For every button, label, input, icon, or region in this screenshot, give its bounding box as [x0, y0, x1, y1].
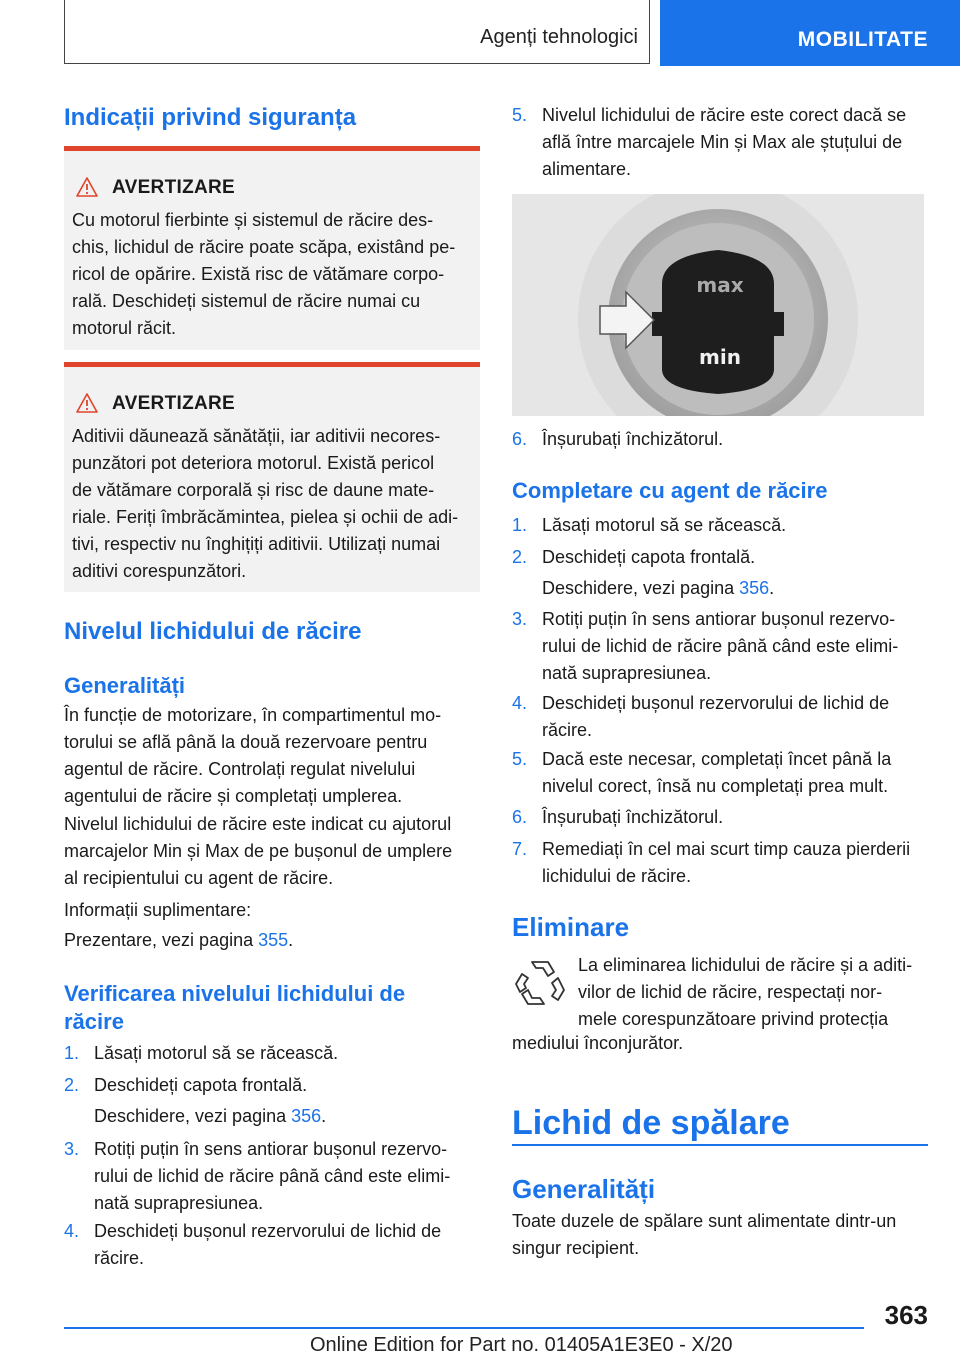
reference-end: . — [321, 1106, 327, 1126]
general-paragraph-2 — [64, 811, 484, 892]
warning-box-2 — [64, 362, 480, 592]
text-line: punzători pot deteriora motorul. Există pericol — [72, 453, 435, 473]
reference-text: Prezentare, vezi pagina — [64, 930, 259, 950]
step-number: 2. — [512, 547, 528, 567]
text-line: Înșurubați închizătorul. — [542, 807, 724, 827]
text-line: al recipientului cu agent de răcire. — [64, 868, 334, 888]
text-line: Cu motorul fierbinte și sistemul de răcire des- — [72, 210, 434, 230]
step-number: 1. — [64, 1043, 80, 1063]
footer-rule — [64, 1327, 864, 1329]
step-number: 5. — [512, 749, 528, 769]
step-number: 5. — [512, 105, 528, 125]
text-line: Remediați în cel mai scurt timp cauza pierderii — [542, 839, 911, 859]
washer-general-subtitle: Generalități — [512, 1174, 656, 1204]
text-line: motorul răcit. — [72, 318, 177, 338]
text-line: Aditivii dăunează sănătății, iar aditivii necores- — [72, 426, 441, 446]
warning-icon — [76, 393, 98, 413]
warning-icon — [76, 177, 98, 197]
warning-title: AVERTIZARE — [112, 393, 235, 414]
general-paragraph-1 — [64, 702, 484, 810]
page-header — [0, 0, 960, 66]
text-line: Lăsați motorul să se răcească. — [542, 515, 787, 535]
max-label: max — [696, 273, 744, 297]
text-line: rală. Deschideți sistemul de răcire numai cu — [72, 291, 421, 311]
text-line: lichidului de răcire. — [542, 866, 692, 886]
step-number: 3. — [512, 609, 528, 629]
text-line: riale. Feriți îmbrăcămintea, pielea și ochii de adi- — [72, 507, 459, 527]
step-number: 4. — [64, 1221, 80, 1241]
title-line: răcire — [64, 1009, 124, 1034]
text-line: mele corespunzătoare privind protecția — [578, 1009, 889, 1029]
reference-end: . — [288, 930, 294, 950]
text-line: ricol de opărire. Există risc de vătămare corpo- — [72, 264, 445, 284]
text-line: Deschideți capota frontală. — [94, 1075, 308, 1095]
text-line: Nivelul lichidului de răcire este corect dacă se — [542, 105, 907, 125]
title-line: Verificarea nivelului lichidului de — [64, 981, 406, 1006]
step-number: 2. — [64, 1075, 80, 1095]
step-number: 6. — [512, 807, 528, 827]
text-line: alimentare. — [542, 159, 632, 179]
text-line: nată suprapresiunea. — [542, 663, 712, 683]
text-line: Deschideți bușonul rezervorului de lichid de — [542, 693, 890, 713]
header-tab — [660, 0, 960, 66]
text-line: nivelul corect, însă nu completați prea mult. — [542, 776, 889, 796]
text-line: torului se află până la două rezervoare pentru — [64, 732, 428, 752]
text-line: află între marcajele Min și Max ale ștuțului de — [542, 132, 903, 152]
footer-edition: Online Edition for Part no. 01405A1E3E0 - X/20 — [310, 1334, 733, 1356]
warning-text — [72, 423, 476, 585]
text-line: Deschideți bușonul rezervorului de lichid de — [94, 1221, 442, 1241]
header-section-title: Agenți tehnologici — [480, 26, 638, 48]
text-line: marcajelor Min și Max de pe bușonul de umplere — [64, 841, 453, 861]
coolant-cap-figure — [512, 194, 924, 416]
text-line: vilor de lichid de răcire, respectați nor- — [578, 982, 883, 1002]
text-line: agentului de răcire și completați umplerea. — [64, 786, 403, 806]
text-line: răcire. — [542, 720, 593, 740]
text-line: Toate duzele de spălare sunt alimentate dintr-un — [512, 1211, 897, 1231]
fill-title: Completare cu agent de răcire — [512, 478, 828, 503]
text-line: Dacă este necesar, completați încet până la — [542, 749, 892, 769]
text-line: răcire. — [94, 1248, 145, 1268]
check-level-title — [64, 980, 405, 1036]
text-line: În funcție de motorizare, în compartimentul mo- — [64, 705, 442, 725]
page-number: 363 — [884, 1300, 928, 1330]
disposal-text-end: mediului înconjurător. — [512, 1033, 684, 1053]
text-line: rului de lichid de răcire până când este elimi- — [94, 1166, 451, 1186]
text-line: Lăsați motorul să se răcească. — [94, 1043, 339, 1063]
reference-end: . — [769, 578, 775, 598]
text-line: de vătămare corporală și risc de daune mate- — [72, 480, 435, 500]
text-line: Înșurubați închizătorul. — [542, 429, 724, 449]
min-label: min — [699, 345, 741, 369]
warning-title: AVERTIZARE — [112, 177, 235, 198]
text-line: agentul de răcire. Controlați regulat nivelului — [64, 759, 416, 779]
overview-reference — [64, 927, 293, 954]
header-tab-label: MOBILITATE — [797, 28, 928, 51]
warning-box-1 — [64, 146, 480, 350]
coolant-level-title: Nivelul lichidului de răcire — [64, 618, 362, 645]
info-label: Informații suplimentare: — [64, 900, 252, 920]
disposal-title: Eliminare — [512, 912, 630, 942]
page-link[interactable]: 356 — [739, 578, 770, 598]
step-number: 4. — [512, 693, 528, 713]
reference-text: Deschidere, vezi pagina — [542, 578, 740, 598]
page-link[interactable]: 355 — [258, 930, 289, 950]
washer-general-text — [512, 1208, 932, 1262]
text-line: Nivelul lichidului de răcire este indicat cu ajutorul — [64, 814, 452, 834]
text-line: Deschideți capota frontală. — [542, 547, 756, 567]
step-number: 7. — [512, 839, 528, 859]
washer-fluid-title: Lichid de spălare — [512, 1104, 790, 1142]
text-line: aditivi corespunzători. — [72, 561, 247, 581]
text-line: La eliminarea lichidului de răcire și a aditi- — [578, 955, 913, 975]
text-line: chis, lichidul de răcire poate scăpa, existând pe- — [72, 237, 456, 257]
coolant-cap-illustration — [512, 194, 924, 416]
text-line: Rotiți puțin în sens antiorar bușonul rezervo- — [94, 1139, 448, 1159]
text-line: singur recipient. — [512, 1238, 640, 1258]
step-number: 1. — [512, 515, 528, 535]
step-number: 3. — [64, 1139, 80, 1159]
section-divider — [512, 1144, 928, 1146]
text-line: nată suprapresiunea. — [94, 1193, 264, 1213]
reference-text: Deschidere, vezi pagina — [94, 1106, 292, 1126]
page-link[interactable]: 356 — [291, 1106, 322, 1126]
disposal-text — [578, 952, 938, 1033]
general-subtitle: Generalități — [64, 673, 186, 698]
text-line: tivi, respectiv nu înghițiți aditivii. Utilizați numai — [72, 534, 441, 554]
warning-text — [72, 207, 476, 342]
safety-title: Indicații privind siguranța — [64, 104, 357, 131]
recycle-icon — [514, 958, 566, 1008]
text-line: rului de lichid de răcire până când este elimi- — [542, 636, 899, 656]
text-line: Rotiți puțin în sens antiorar bușonul rezervo- — [542, 609, 896, 629]
step-number: 6. — [512, 429, 528, 449]
